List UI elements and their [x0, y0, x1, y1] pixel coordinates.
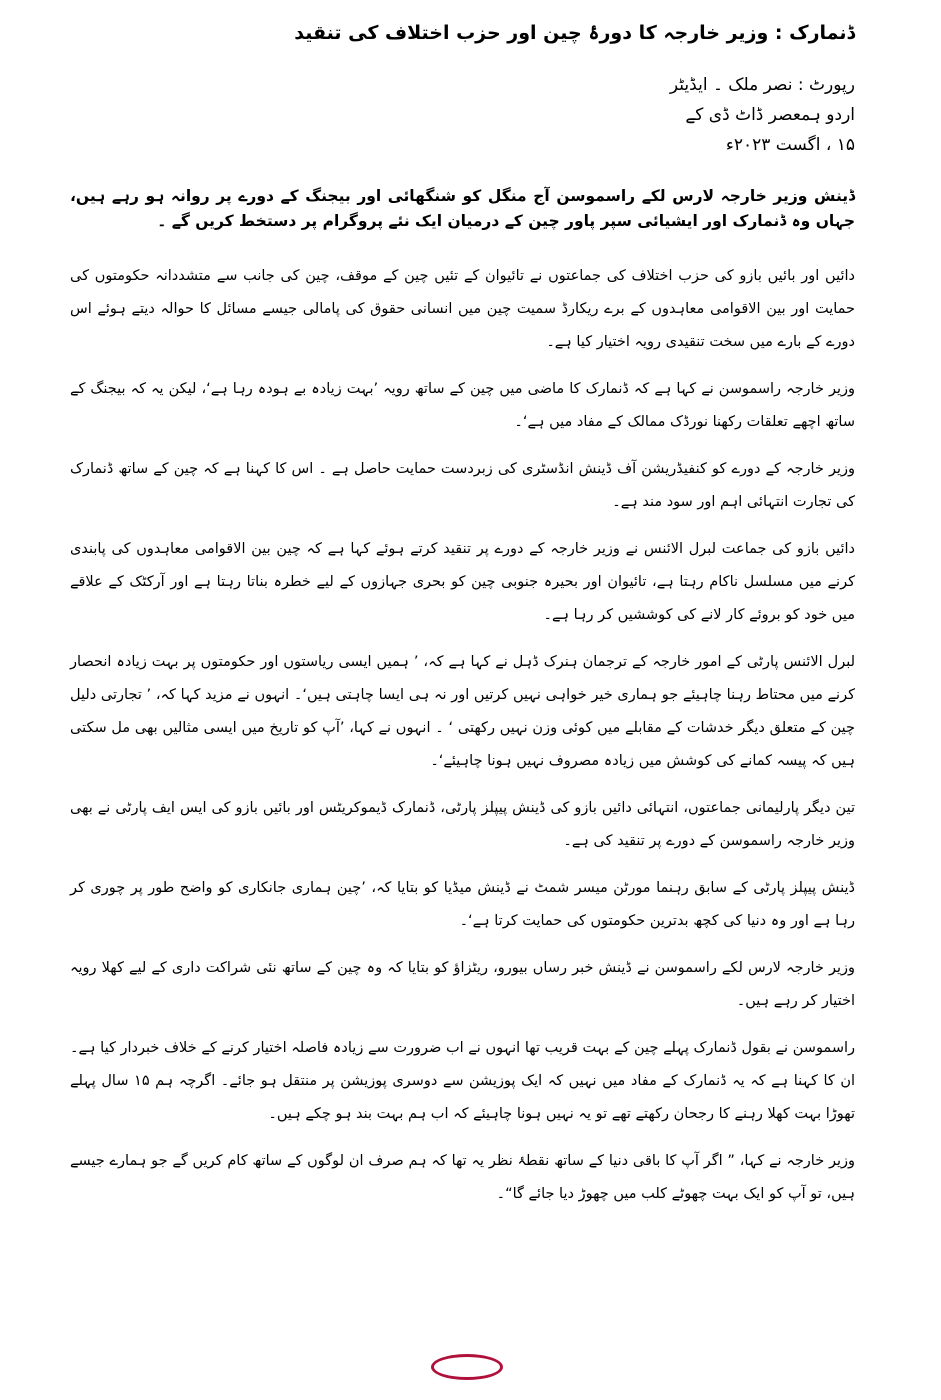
report-byline: رپورٹ : نصر ملک ۔ ایڈیٹر — [669, 75, 855, 95]
article-body — [70, 260, 855, 1211]
end-ornament-oval — [431, 1354, 503, 1380]
article-date: ۱۵ ، اگست ۲۰۲۳ء — [725, 135, 855, 155]
body-paragraph: وزیر خارجہ راسموسن نے کہا ہے کہ ڈنمارک کا ماضی میں چین کے ساتھ رویہ ’بہت زیادہ بے ہودہ رہا ہے‘، لیکن یہ کہ بیجنگ کے ساتھ اچھے تعلقات رکھنا نورڈک ممالک کے مفاد میں ہے‘۔ — [70, 381, 855, 430]
body-paragraph: تین دیگر پارلیمانی جماعتوں، انتہائی دائیں بازو کی ڈینش پیپلز پارٹی، ڈنمارک ڈیموکریٹس اور بائیں بازو کی ایس ایف پارٹی نے بھی وزیر خارجہ راسموسن کے دورے پر تنقید کی ہے۔ — [70, 800, 855, 849]
body-paragraph: وزیر خارجہ لارس لکے راسموسن نے ڈینش خبر رساں بیورو، ریٹزاؤ کو بتایا کہ وہ چین کے ساتھ نئی شراکت داری کے لیے کھلا رویہ اختیار کر رہے ہیں۔ — [70, 960, 855, 1009]
site-name: اردو ہمعصر ڈاٹ ڈی کے — [685, 105, 855, 125]
body-paragraph: دائیں اور بائیں بازو کی حزب اختلاف کی جماعتوں نے تائیوان کے تئیں چین کے موقف، چین کی جانب سے متشددانہ حکومتوں کی حمایت اور بین الاقوامی معاہدوں کے برے ریکارڈ سمیت چین میں انسانی حقوق کی پامالی جیسے مسائل کا حوالہ دیتے ہوئے اس دورے کے بارے میں سخت تنقیدی رویہ اختیار کیا ہے۔ — [70, 268, 855, 350]
body-paragraph: ڈینش پیپلز پارٹی کے سابق رہنما مورٹن میسر شمٹ نے ڈینش میڈیا کو بتایا کہ، ’چین ہماری جانکاری کو واضح طور پر چوری کر رہا ہے اور وہ دنیا کی کچھ بدترین حکومتوں کی حمایت کرتا ہے‘۔ — [70, 880, 855, 929]
body-paragraph: لبرل الائنس پارٹی کے امور خارجہ کے ترجمان ہنرک ڈہل نے کہا ہے کہ، ’ ہمیں ایسی ریاستوں اور حکومتوں پر بہت زیادہ انحصار کرنے میں محتاط رہنا چاہیئے جو ہماری خیر خواہی نہیں کرتیں اور نہ ہی ایسا چاہتی ہیں‘۔ انہوں نے مزید کہا کہ، ’ تجارتی دلیل چین کے متعلق دیگر خدشات کے مقابلے میں کوئی وزن نہیں رکھتی ‘ ۔ انہوں نے کہا، ’آپ کو تاریخ میں ایسی مثالیں بھی مل سکتی ہیں کہ پیسہ کمانے کی کوشش میں زیادہ مصروف نہیں ہونا چاہیئے‘۔ — [70, 654, 855, 769]
body-paragraph: راسموسن نے بقول ڈنمارک پہلے چین کے بہت قریب تھا انہوں نے اب ضرورت سے زیادہ فاصلہ اختیار کرنے کے خلاف خبردار کیا ہے۔ ان کا کہنا ہے کہ یہ ڈنمارک کے مفاد میں نہیں کہ ایک پوزیشن سے دوسری پوزیشن پر منتقل ہو جائے۔ اگرچہ ہم ۱۵ سال پہلے تھوڑا بہت کھلا رہنے کا رجحان رکھتے تھے تو یہ نہیں ہونا چاہیئے کہ اب ہم بہت بند ہو چکے ہیں۔ — [70, 1040, 855, 1122]
article-meta — [100, 70, 855, 160]
article-headline: ڈنمارک : وزیر خارجہ کا دورۂ چین اور حزب اختلاف کی تنقید — [294, 22, 855, 44]
body-paragraph: وزیر خارجہ نے کہا، ” اگر آپ کا باقی دنیا کے ساتھ نقطۂ نظر یہ تھا کہ ہم صرف ان لوگوں کے ساتھ کام کریں گے جو ہمارے جیسے ہیں، تو آپ کو ایک بہت چھوٹے کلب میں چھوڑ دیا جائے گا“۔ — [70, 1153, 855, 1202]
body-paragraph: وزیر خارجہ کے دورے کو کنفیڈریشن آف ڈینش انڈسٹری کی زبردست حمایت حاصل ہے ۔ اس کا کہنا ہے کہ چین کے ساتھ ڈنمارک کی تجارت انتہائی اہم اور سود مند ہے۔ — [70, 461, 855, 510]
body-paragraph: دائیں بازو کی جماعت لبرل الائنس نے وزیر خارجہ کے دورے پر تنقید کرتے ہوئے کہا ہے کہ چین بین الاقوامی معاہدوں کی پابندی کرنے میں مسلسل ناکام رہتا ہے، تائیوان اور بحیرہ جنوبی چین کو بحری جہازوں کے لیے خطرہ بناتا رہتا ہے اور آرکٹک کے علاقے میں خود کو بروئے کار لانے کی کوششیں کر رہا ہے۔ — [70, 541, 855, 623]
lead-paragraph: ڈینش وزیر خارجہ لارس لکے راسموسن آج منگل کو شنگھائی اور بیجنگ کے دورے پر روانہ ہو رہے ہیں، جہاں وہ ڈنمارک اور ایشیائی سپر پاور چین کے درمیان ایک نئے پروگرام پر دستخط کریں گے ۔ — [70, 187, 855, 230]
